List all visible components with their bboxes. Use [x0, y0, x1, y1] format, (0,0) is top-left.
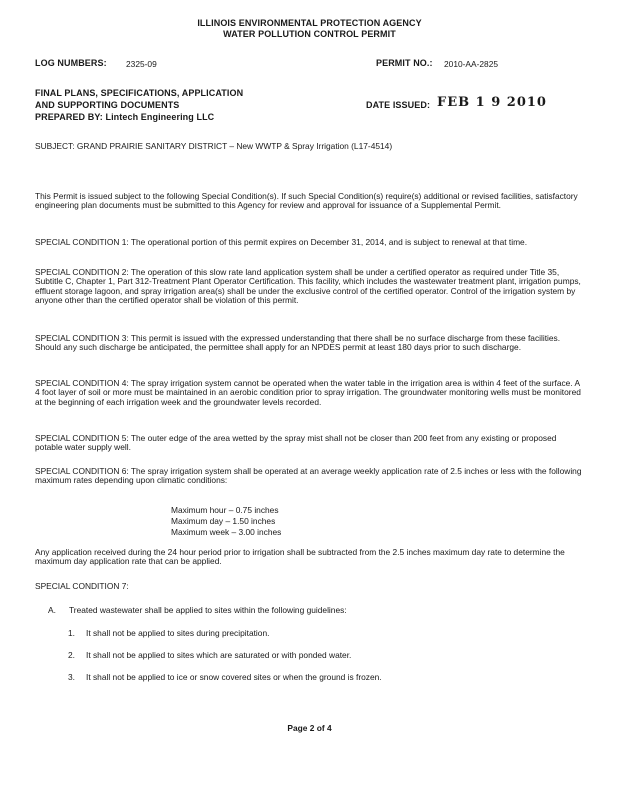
special-condition-4: SPECIAL CONDITION 4: The spray irrigation system cannot be operated when the water table in the irrigation area is within 4 feet of the surface. A 4 foot layer of soil or more must be maintained in an aerobic condition prior to spray irrigation. The groundwater monitoring wells must be monitored at the beginning of each irrigation week and the groundwater levels recorded.: [35, 378, 581, 407]
max-rate-week: Maximum week – 3.00 inches: [171, 527, 282, 537]
application-note: Any application received during the 24 hour period prior to irrigation shall be subtracted from the 2.5 inches maximum day rate to determine the maximum day application rate that can be applied.: [35, 547, 565, 567]
guideline-3-text: It shall not be applied to ice or snow covered sites or when the ground is frozen.: [86, 672, 382, 682]
guideline-2-text: It shall not be applied to sites which are saturated or with ponded water.: [86, 650, 352, 660]
guideline-1-num: 1.: [68, 628, 75, 638]
special-condition-5: SPECIAL CONDITION 5: The outer edge of the area wetted by the spray mist shall not be closer than 200 feet from any existing or proposed potable water supply well.: [35, 433, 557, 453]
intro-paragraph: This Permit is issued subject to the following Special Condition(s). If such Special Condition(s) require(s) additional or revised facilities, satisfactory engineering plan documents must be submitted to this Agency for review and approval for issuance of a Supplemental Permit.: [35, 191, 578, 211]
special-condition-1: SPECIAL CONDITION 1: The operational portion of this permit expires on December 31, 2014, and is subject to renewal at that time.: [35, 237, 528, 247]
date-issued-stamp: FEB 1 9 2010: [437, 95, 547, 110]
log-numbers-value: 2325-09: [126, 59, 157, 69]
max-rate-hour: Maximum hour – 0.75 inches: [171, 505, 279, 515]
final-plans-line1: FINAL PLANS, SPECIFICATIONS, APPLICATION: [35, 88, 244, 98]
max-rate-day: Maximum day – 1.50 inches: [171, 516, 276, 526]
page-number: Page 2 of 4: [287, 723, 332, 733]
item-a-text: Treated wastewater shall be applied to sites within the following guidelines:: [69, 605, 347, 615]
guideline-3-num: 3.: [68, 672, 75, 682]
final-plans-line2: AND SUPPORTING DOCUMENTS: [35, 100, 180, 110]
agency-title: ILLINOIS ENVIRONMENTAL PROTECTION AGENCY: [197, 18, 422, 28]
special-condition-6: SPECIAL CONDITION 6: The spray irrigation system shall be operated at an average weekly application rate of 2.5 inches or less with the following maximum rates depending upon climatic conditions:: [35, 466, 582, 486]
special-condition-7-title: SPECIAL CONDITION 7:: [35, 581, 129, 591]
permit-no-value: 2010-AA-2825: [444, 59, 499, 69]
log-numbers-label: LOG NUMBERS:: [35, 58, 107, 68]
guideline-2-num: 2.: [68, 650, 75, 660]
prepared-by: PREPARED BY: Lintech Engineering LLC: [35, 112, 215, 122]
subject-line: SUBJECT: GRAND PRAIRIE SANITARY DISTRICT – New WWTP & Spray Irrigation (L17-4514): [35, 141, 393, 151]
item-a-label: A.: [48, 605, 56, 615]
special-condition-3: SPECIAL CONDITION 3: This permit is issued with the expressed understanding that there shall be no surface discharge from these facilities. Should any such discharge be anticipated, the permittee shall apply for an NPDES permit at least 180 days prior to such discharge.: [35, 333, 561, 353]
date-issued-label: DATE ISSUED:: [366, 100, 431, 110]
permit-no-label: PERMIT NO.:: [376, 58, 433, 68]
guideline-1-text: It shall not be applied to sites during precipitation.: [86, 628, 270, 638]
permit-type-title: WATER POLLUTION CONTROL PERMIT: [223, 29, 396, 39]
special-condition-2: SPECIAL CONDITION 2: The operation of this slow rate land application system shall be under a certified operator as required under Title 35, Subtitle C, Chapter 1, Part 312-Treatment Plant Operator Certification. This facility, which includes the wastewater treatment plant, irrigation pumps, effluent storage lagoon, and spray irrigation area(s) shall be under the exclusive control of the certified operator. Control of the irrigation system by anyone other than the certified operator shall be violation of this permit.: [35, 267, 581, 306]
